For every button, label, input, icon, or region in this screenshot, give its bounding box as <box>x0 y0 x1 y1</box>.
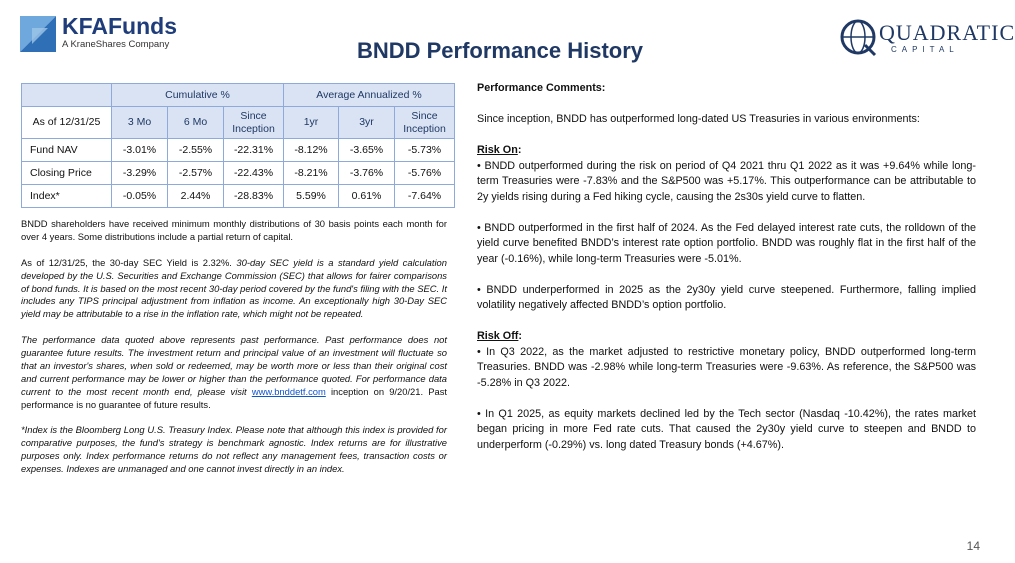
column-header-1yr: 1yr <box>284 107 339 139</box>
disclosure-notes <box>21 218 447 489</box>
risk-on-bullet: • BNDD outperformed during the risk on period of Q4 2021 thru Q1 2022 as it was +9.64% while long-term Treasuries were -7.83% and the S&P500 was +5.17%. This outperformance can be attributable to 2y yields rising during a Fed hiking cycle, causing the 2s30s yield curve to flatten. <box>477 159 976 203</box>
risk-off-heading <box>477 329 976 345</box>
performance-table <box>21 83 455 208</box>
risk-off-bullet: • In Q1 2025, as equity markets declined led by the Tech sector (Nasdaq -10.42%), the rates market began pricing in more Fed rate cuts. That caused the 2y30y yield curve to steepen and BNDD to underperform (-0.29%) vs. long dated Treasury bonds (+4.67%). <box>477 407 976 451</box>
performance-comments <box>477 81 976 469</box>
row-label: Index* <box>22 185 112 208</box>
distributions-note: BNDD shareholders have received minimum monthly distributions of 30 basis points each month for over 4 years. Some distributions include a partial return of capital. <box>21 218 447 242</box>
table-corner <box>22 84 112 107</box>
risk-on-heading <box>477 143 976 159</box>
column-header-since-inception-cum: Since Inception <box>224 107 284 139</box>
table-cell: -8.21% <box>284 162 339 185</box>
risk-off-label: Risk Off <box>477 330 519 342</box>
column-header-3mo: 3 Mo <box>112 107 168 139</box>
performance-disclaimer-tail: inception on 9/20/21. Past performance is no guarantee of future results. <box>21 385 447 410</box>
table-cell: 0.61% <box>339 185 395 208</box>
column-header-since-inception-ann: Since Inception <box>395 107 455 139</box>
risk-on-colon: : <box>517 144 522 156</box>
table-cell: -3.01% <box>112 139 168 162</box>
sec-yield-definition: 30-day SEC yield is a standard yield calculation developed by the U.S. Securities and Exchange Commission (SEC) that allows for fairer comparisons of bond funds. It is based on the most recent 30-day period covered by the fund's filing with the SEC. It includes any TIPS principal adjustment from inflation as income. An exceptionally high 30-Day SEC yield may be attributable to a rise in the inflation rate, which might not be repeated. <box>21 256 447 320</box>
quadratic-logo-name: QUADRATIC <box>879 20 1015 45</box>
performance-disclaimer <box>21 334 447 411</box>
risk-off-colon: : <box>518 330 523 342</box>
index-note <box>21 424 447 476</box>
sec-yield-note <box>21 257 447 322</box>
group-header-cumulative: Cumulative % <box>112 84 284 107</box>
table-cell: -2.57% <box>168 162 224 185</box>
risk-on-bullet: • BNDD underperformed in 2025 as the 2y30y yield curve steepened. Furthermore, falling implied volatility negatively affected BNDD’s option portfolio. <box>477 283 976 311</box>
page-number: 14 <box>966 539 980 553</box>
table-cell: -0.05% <box>112 185 168 208</box>
table-cell: -8.12% <box>284 139 339 162</box>
table-cell: -22.43% <box>224 162 284 185</box>
table-row <box>22 162 455 185</box>
column-header-3yr: 3yr <box>339 107 395 139</box>
page-title: BNDD Performance History <box>356 38 644 63</box>
table-cell: -5.76% <box>395 162 455 185</box>
table-row <box>22 139 455 162</box>
comments-heading: Performance Comments: <box>477 82 606 94</box>
table-cell: -3.65% <box>339 139 395 162</box>
table-cell: -3.76% <box>339 162 395 185</box>
table-cell: 5.59% <box>284 185 339 208</box>
comments-intro: Since inception, BNDD has outperformed long-dated US Treasuries in various environments: <box>477 113 920 125</box>
table-row <box>22 185 455 208</box>
row-label: Fund NAV <box>22 139 112 162</box>
table-cell: -22.31% <box>224 139 284 162</box>
column-header-6mo: 6 Mo <box>168 107 224 139</box>
risk-on-label: Risk On <box>477 144 518 156</box>
quadratic-logo-subtitle: CAPITAL <box>891 45 959 54</box>
bnddetf-link[interactable]: www.bnddetf.com <box>251 385 326 397</box>
table-cell: 2.44% <box>168 185 224 208</box>
quadratic-logo <box>839 18 1015 58</box>
table-cell: -5.73% <box>395 139 455 162</box>
table-cell: -7.64% <box>395 185 455 208</box>
quadratic-globe-icon <box>839 18 877 56</box>
table-cell: -2.55% <box>168 139 224 162</box>
performance-disclaimer-text: The performance data quoted above represents past performance. Past performance does not guarantee future results. The investment return and principal value of an investment will fluctuate so that an investor's shares, when sold or redeemed, may be worth more or less than their original cost and current performance may be lower or higher than the performance quoted. For performance data current to the most recent month end, please visit <box>21 334 447 397</box>
row-label: Closing Price <box>22 162 112 185</box>
table-cell: -3.29% <box>112 162 168 185</box>
kfa-logo-subtitle: A KraneShares Company <box>62 39 170 50</box>
sec-yield-text: As of 12/31/25, the 30-day SEC Yield is 2.32%. <box>21 256 237 268</box>
kfa-logo-name: KFAFunds <box>62 13 177 39</box>
group-header-annualized: Average Annualized % <box>284 84 455 107</box>
index-note-text: *Index is the Bloomberg Long U.S. Treasury Index. Please note that although this index is provided for comparative purposes, the fund's strategy is benchmark agnostic. Index returns are for illustrative purposes only. Index performance returns do not reflect any management fees, transaction costs or expenses. Indexes are unmanaged and one cannot invest directly in an index. <box>21 424 447 475</box>
risk-off-bullet: • In Q3 2022, as the market adjusted to restrictive monetary policy, BNDD outperformed long-term Treasuries. BNDD was -2.98% while long-term Treasuries were -9.63%. As reference, the S&P500 was -5.28% in Q3 2022. <box>477 345 976 389</box>
risk-on-bullet: • BNDD outperformed in the first half of 2024. As the Fed delayed interest rate cuts, the rolldown of the yield curve benefited BNDD’s interest rate option portfolio. BNDD was roughly flat in the first half of the year (-0.16%), while long-term Treasuries were -5.01%. <box>477 221 976 265</box>
table-cell: -28.83% <box>224 185 284 208</box>
column-header-as-of: As of 12/31/25 <box>22 107 112 139</box>
